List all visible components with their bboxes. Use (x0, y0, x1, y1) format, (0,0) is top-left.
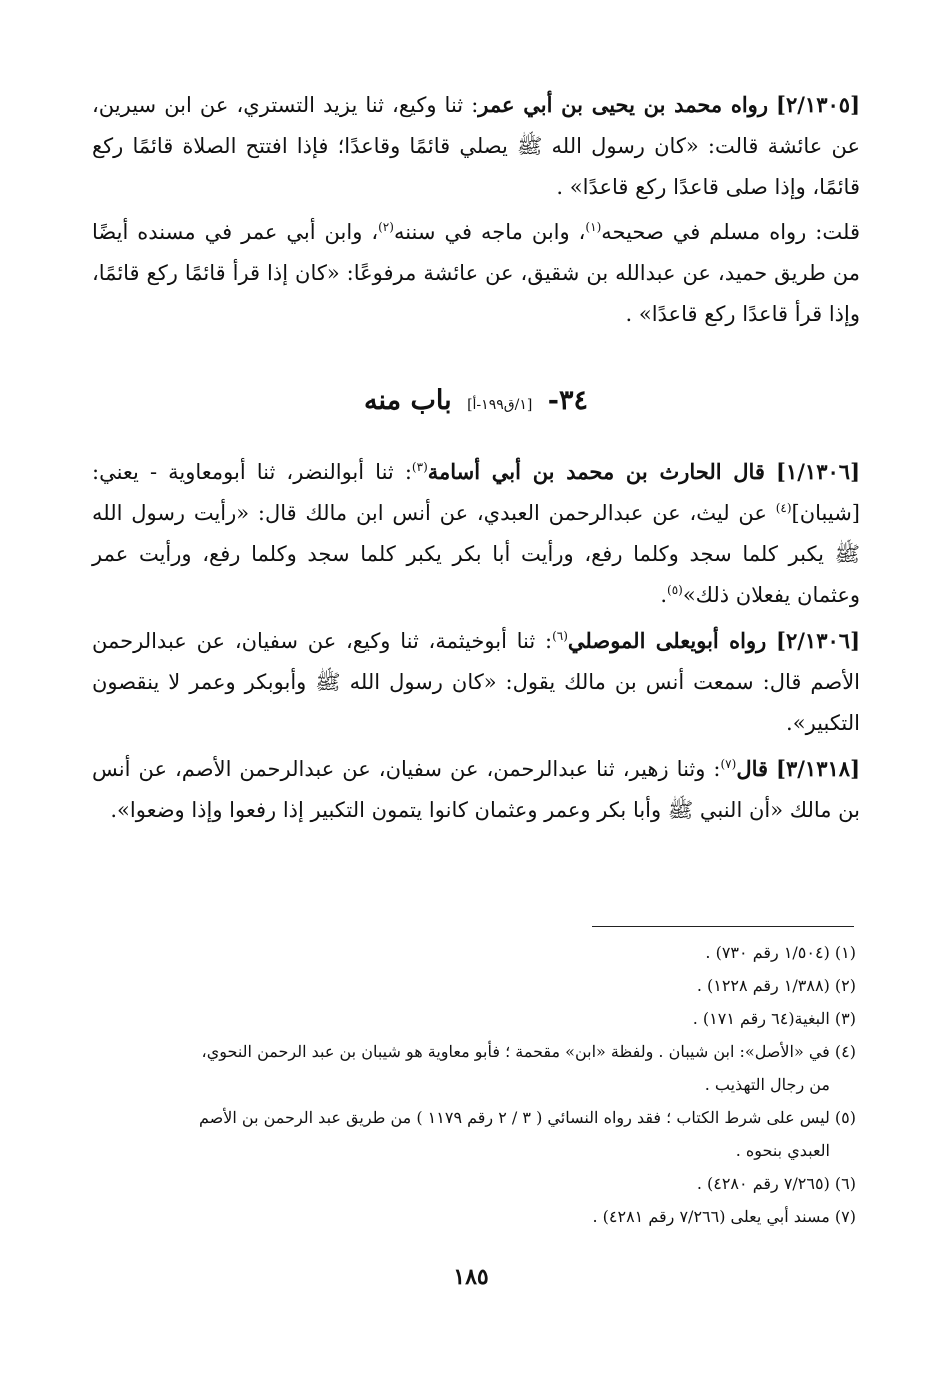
footnote-marker-4[interactable]: (٤) (775, 501, 792, 515)
footnote-5 (80, 1101, 856, 1167)
footnote-3 (80, 1002, 856, 1035)
hadith-narrator: قال (736, 756, 769, 781)
footnote-marker-5[interactable]: (٥) (667, 583, 683, 597)
commentary-text-c: ، وابن أبي عمر في مسنده أيضًا من طريق حميد، عن عبدالله بن شقيق، عن عائشة مرفوعًا: «كان إذا قرأ قائمًا ركع قائمًا، وإذا قرأ قاعدًا ركع قاعدًا» . (92, 220, 860, 326)
hadith-text-c: . (660, 583, 667, 607)
footnote-1 (80, 936, 856, 969)
hadith-narrator: قال الحارث بن محمد بن أبي أسامة (427, 459, 765, 484)
footnote-text: (١) (١/٥٠٤ رقم ٧٣٠) . (705, 943, 856, 962)
hadith-paragraph-1305 (92, 84, 860, 208)
hadith-narrator: رواه محمد بن يحيى بن أبي عمر (478, 92, 768, 117)
hadith-paragraph-1306-2 (92, 620, 860, 744)
commentary-text-a: قلت: رواه مسلم في صحيحه (601, 220, 860, 244)
footnote-continuation: من رجال التهذيب . (704, 1075, 830, 1094)
hadith-text-b: عن ليث، عن عبدالرحمن العبدي، عن أنس ابن مالك قال: «رأيت رسول الله ﷺ يكبر كلما سجد وكلما رفع، ورأيت أبا بكر يكبر كلما سجد وكلما رفع، ورأيت عمر وعثمان يفعلان ذلك» (92, 501, 860, 607)
footnote-text: (٥) ليس على شرط الكتاب ؛ فقد رواه النسائي ( ٣ / ٢ رقم ١١٧٩ ) من طريق عبد الرحمن بن الأصم (199, 1108, 856, 1127)
footnote-marker-6[interactable]: (٦) (552, 629, 568, 643)
footnote-text: (٣) البغية(٦٤ رقم ١٧١) . (692, 1009, 856, 1028)
footnote-text: (٦) (٧/٢٦٥ رقم ٤٢٨٠) . (696, 1174, 856, 1193)
footnote-marker-2[interactable]: (٢) (378, 220, 394, 234)
hadith-text: : ثنا وكيع، ثنا يزيد التستري، عن ابن سيرين، عن عائشة قالت: «كان رسول الله ﷺ يصلي قائمًا وقاعدًا؛ فإذا افتتح الصلاة قائمًا ركع قائمًا، وإذا صلى قاعدًا ركع قاعدًا» . (92, 93, 860, 199)
footnote-continuation: العبدي بنحوه . (735, 1141, 830, 1160)
hadith-narrator: رواه أبويعلى الموصلي (567, 628, 767, 653)
footnote-text: (٧) مسند أبي يعلى (٧/٢٦٦ رقم ٤٢٨١) . (592, 1207, 856, 1226)
footnotes (80, 936, 856, 1233)
footnote-6 (80, 1167, 856, 1200)
hadith-paragraph-1318 (92, 748, 860, 831)
page-body (92, 84, 860, 835)
footnote-text: (٤) في «الأصل»: ابن شيبان . ولفظة «ابن» مقحمة ؛ فأبو معاوية هو شيبان بن عبد الرحمن النحوي، (201, 1042, 856, 1061)
hadith-text-a: : ثنا أبوالنضر، ثنا أبومعاوية - يعني: [شيبان] (92, 460, 860, 525)
hadith-paragraph-1306-1 (92, 451, 860, 616)
footnote-marker-1[interactable]: (١) (585, 220, 602, 234)
chapter-title: باب منه (364, 385, 452, 416)
footnote-7 (80, 1200, 856, 1233)
commentary-text-b: ، وابن ماجه في سننه (393, 220, 586, 244)
hadith-text: : ثنا أبوخيثمة، ثنا وكيع، عن سفيان، عن عبدالرحمن الأصم قال: سمعت أنس بن مالك يقول: «كان رسول الله ﷺ وأبوبكر وعمر لا ينقصون التكبير». (92, 629, 860, 735)
chapter-heading (92, 381, 860, 425)
manuscript-ref: [١/ق١٩٩-أ] (467, 397, 533, 413)
footnote-text: (٢) (١/٣٨٨ رقم ١٢٢٨) . (696, 976, 856, 995)
footnote-marker-7[interactable]: (٧) (720, 757, 737, 771)
hadith-ref: [٣/١٣١٨] (776, 756, 860, 781)
hadith-text: : وثنا زهير، ثنا عبدالرحمن، عن سفيان، عن عبدالرحمن الأصم، عن أنس بن مالك «أن النبي ﷺ وأبا بكر وعمر وعثمان كانوا يتمون التكبير إذا رفعوا وإذا وضعوا». (92, 757, 860, 822)
hadith-ref: [٢/١٣٠٦] (776, 628, 860, 653)
hadith-ref: [١/١٣٠٦] (776, 459, 860, 484)
footnote-divider (592, 926, 854, 927)
hadith-ref: [٢/١٣٠٥] (776, 92, 860, 117)
footnote-marker-3[interactable]: (٣) (411, 460, 428, 474)
page-number: ١٨٥ (453, 1264, 489, 1290)
chapter-number: ٣٤- (547, 385, 588, 416)
footnote-4 (80, 1035, 856, 1101)
footnote-2 (80, 969, 856, 1002)
commentary-paragraph (92, 212, 860, 335)
